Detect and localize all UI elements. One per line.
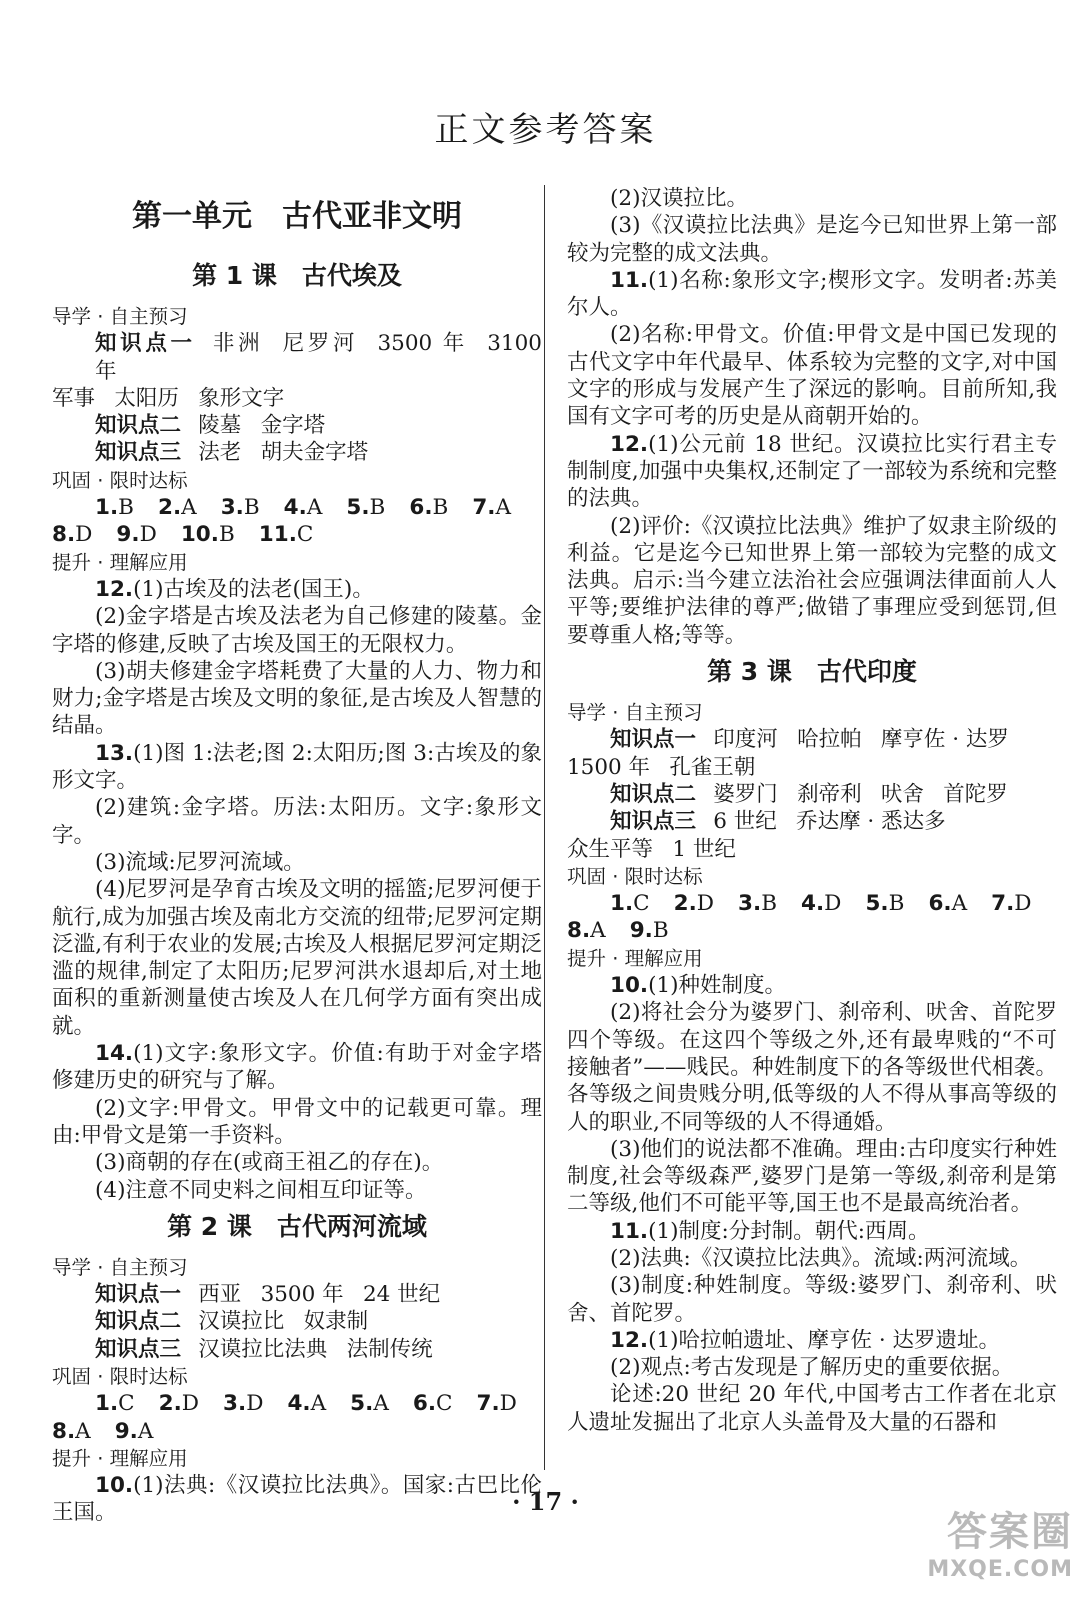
- mcq-answer: 4.A: [283, 495, 323, 521]
- section-consolidate: 巩固 · 限时达标: [52, 468, 188, 492]
- section-improve: 提升 · 理解应用: [567, 946, 703, 970]
- mcq-answer: 4.A: [287, 1391, 327, 1417]
- mcq-answer: 4.D: [801, 891, 842, 917]
- lesson-2-title: 第 2 课 古代两河流域: [167, 1211, 427, 1241]
- mcq-answer: 9.A: [114, 1418, 154, 1444]
- section-improve: 提升 · 理解应用: [52, 1446, 188, 1470]
- mcq-answer: 2.A: [157, 495, 197, 521]
- column-divider: [544, 185, 545, 1470]
- kp-item: 法老: [198, 440, 242, 466]
- mcq-answer: 9.D: [116, 522, 157, 548]
- watermark-url: MXQE.COM: [927, 1557, 1073, 1582]
- kp-item: 军事: [52, 385, 96, 411]
- mcq-answer: 5.B: [865, 891, 905, 917]
- kp-label: 知识点三: [610, 809, 697, 835]
- knowledge-point-2: [52, 1308, 542, 1335]
- mcq-answer: 8.A: [567, 918, 606, 944]
- kp-label: 知识点一: [95, 1282, 182, 1308]
- page-title: 正文参考答案: [434, 110, 657, 150]
- kp-label: 知识点三: [95, 1336, 182, 1362]
- answer-text: 论述:20 世纪 20 年代,中国考古工作者在北京人遗址发掘出了北京人头盖骨及大量的石器和: [567, 1382, 1057, 1435]
- kp-item: 奴隶制: [303, 1309, 369, 1335]
- mcq-answers-row-2: [567, 917, 1057, 944]
- kp-item: 汉谟拉比: [198, 1309, 285, 1335]
- mcq-answer: 8.A: [52, 1418, 91, 1444]
- kp-item: 哈拉帕: [797, 727, 862, 753]
- kp-item: 乔达摩 · 悉达多: [796, 809, 946, 835]
- answer-text: (2)文字:甲骨文。甲骨文中的记载更可靠。理由:甲骨文是第一手资料。: [52, 1095, 542, 1148]
- knowledge-point-1: [52, 330, 542, 385]
- section-consolidate: 巩固 · 限时达标: [567, 864, 703, 888]
- knowledge-point-1-cont: [567, 754, 1057, 781]
- kp-item: 首陀罗: [943, 781, 1008, 807]
- kp-item: 尼罗河: [282, 331, 359, 357]
- mcq-answer: 1.C: [95, 1391, 135, 1417]
- mcq-answer: 7.D: [991, 891, 1032, 917]
- kp-item: 刹帝利: [797, 781, 862, 807]
- mcq-answer: 3.B: [738, 891, 777, 917]
- knowledge-point-2: [52, 412, 542, 439]
- kp-label: 知识点二: [95, 1309, 182, 1335]
- kp-item: 摩亨佐 · 达罗: [880, 727, 1009, 753]
- answer-text: 12.(1)古埃及的法老(国王)。: [95, 576, 374, 602]
- mcq-answer: 5.A: [350, 1391, 389, 1417]
- mcq-answer: 1.B: [95, 495, 134, 521]
- mcq-answer: 7.D: [476, 1391, 517, 1417]
- mcq-answer: 6.A: [928, 891, 968, 917]
- mcq-answer: 1.C: [610, 891, 650, 917]
- answer-text: 10.(1)种姓制度。: [610, 973, 787, 999]
- section-guide: 导学 · 自主预习: [52, 1255, 188, 1279]
- kp-item: 3500 年: [260, 1282, 344, 1308]
- answer-text: (3)流域:尼罗河流域。: [95, 849, 305, 875]
- watermark-logo: [883, 1508, 1073, 1588]
- answer-text: (2)法典:《汉谟拉比法典》。流域:两河流域。: [610, 1245, 1032, 1271]
- unit-title: 第一单元 古代亚非文明: [132, 199, 462, 234]
- answer-text: (2)金字塔是古埃及法老为自己修建的陵墓。金字塔的修建,反映了古埃及国王的无限权力。: [52, 604, 542, 657]
- answer-text: (2)建筑:金字塔。历法:太阳历。文字:象形文字。: [52, 795, 542, 848]
- mcq-answer: 3.B: [220, 495, 260, 521]
- answer-text: 10.(1)法典:《汉谟拉比法典》。国家:古巴比伦王国。: [52, 1473, 542, 1526]
- kp-item: 孔雀王朝: [669, 754, 756, 780]
- mcq-answer: 6.B: [409, 495, 449, 521]
- lesson-1-title: 第 1 课 古代埃及: [192, 261, 402, 290]
- mcq-answer: 2.D: [673, 891, 715, 917]
- knowledge-point-3: [52, 1336, 542, 1363]
- kp-item: 6 世纪: [713, 809, 777, 835]
- kp-item: 太阳历: [114, 385, 179, 411]
- kp-item: 吠舍: [880, 781, 924, 807]
- mcq-answers-row-2: [52, 1418, 542, 1445]
- answer-text: 11.(1)名称:象形文字;楔形文字。发明者:苏美尔人。: [567, 267, 1057, 321]
- kp-item: 24 世纪: [362, 1282, 441, 1308]
- kp-item: 婆罗门: [713, 781, 778, 807]
- knowledge-point-3: [567, 808, 1057, 835]
- kp-item: 西亚: [198, 1282, 242, 1308]
- answer-text: (3)《汉谟拉比法典》是迄今已知世界上第一部较为完整的成文法典。: [567, 213, 1057, 266]
- mcq-answer: 2.D: [158, 1391, 200, 1417]
- mcq-answers-row-2: [52, 521, 542, 548]
- knowledge-point-3-cont: [567, 836, 1057, 863]
- answer-text: (2)名称:甲骨文。价值:甲骨文是中国已发现的古代文字中年代最早、体系较为完整的文字,对中国文字的形成与发展产生了深远的影响。目前所知,我国有文字可考的历史是从商朝开始的。: [567, 322, 1057, 430]
- answer-text: (3)商朝的存在(或商王祖乙的存在)。: [95, 1150, 444, 1176]
- kp-item: 1 世纪: [672, 836, 736, 862]
- kp-item: 3500 年: [377, 331, 468, 357]
- knowledge-point-3: [52, 439, 542, 466]
- lesson-3-title: 第 3 课 古代印度: [707, 657, 917, 687]
- knowledge-point-1: [567, 726, 1057, 753]
- mcq-answer: 10.B: [180, 522, 235, 548]
- kp-item: 非洲: [212, 331, 264, 357]
- answer-text: (4)尼罗河是孕育古埃及文明的摇篮;尼罗河便于航行,成为加强古埃及南北方交流的纽带;尼罗河定期泛滥,有利于农业的发展;古埃及人根据尼罗河定期泛滥的规律,制定了太阳历;尼罗河洪水退却后,对土地面积的重新测量使古埃及人在几何学方面有突出成就。: [52, 877, 542, 1039]
- kp-item: 汉谟拉比法典: [198, 1336, 328, 1362]
- kp-item: 象形文字: [198, 385, 285, 411]
- answer-text: 13.(1)图 1:法老;图 2:太阳历;图 3:古埃及的象形文字。: [52, 740, 542, 794]
- kp-item: 胡夫金字塔: [260, 440, 369, 466]
- answer-text: (2)评价:《汉谟拉比法典》维护了奴隶主阶级的利益。它是迄今已知世界上第一部较为完整的成文法典。启示:当今建立法治社会应强调法律面前人人平等;要维护法律的尊严;做错了事理应受到惩罚,但要尊重人格;等等。: [567, 513, 1057, 648]
- kp-item: 法制传统: [346, 1336, 433, 1362]
- kp-item: 众生平等: [567, 836, 654, 862]
- watermark-text: 答案圈: [947, 1509, 1073, 1555]
- mcq-answers-row-1: [52, 1390, 542, 1417]
- section-guide: 导学 · 自主预习: [52, 305, 188, 328]
- kp-label: 知识点一: [610, 727, 697, 753]
- answer-text: 12.(1)哈拉帕遗址、摩亨佐 · 达罗遗址。: [610, 1327, 1001, 1353]
- answer-text: (4)注意不同史料之间相互印证等。: [95, 1177, 427, 1203]
- answer-text: 11.(1)制度:分封制。朝代:西周。: [610, 1218, 930, 1244]
- answer-text: 14.(1)文字:象形文字。价值:有助于对金字塔修建历史的研究与了解。: [52, 1041, 542, 1094]
- kp-item: 1500 年: [567, 754, 651, 780]
- knowledge-point-1-cont: [52, 385, 542, 412]
- page-number: · 17 ·: [512, 1487, 579, 1516]
- section-improve: 提升 · 理解应用: [52, 550, 188, 574]
- mcq-answer: 6.C: [412, 1391, 453, 1417]
- knowledge-point-1: [52, 1281, 542, 1308]
- section-consolidate: 巩固 · 限时达标: [52, 1364, 188, 1388]
- kp-item: 陵墓: [198, 413, 242, 439]
- kp-label: 知识点三: [95, 440, 182, 466]
- mcq-answer: 11.C: [258, 522, 314, 548]
- answer-text: (2)将社会分为婆罗门、刹帝利、吠舍、首陀罗四个等级。在这四个等级之外,还有最卑贱的“不可接触者”——贱民。种姓制度下的各等级世代相袭。各等级之间贵贱分明,低等级的人不得从事高等级的人的职业,不同等级的人不得通婚。: [567, 1000, 1057, 1135]
- mcq-answer: 7.A: [472, 495, 512, 521]
- right-column: [567, 185, 1057, 1436]
- answer-text: (3)他们的说法都不准确。理由:古印度实行种姓制度,社会等级森严,婆罗门是第一等级,刹帝利是第二等级,他们不可能平等,国王也不是最高统治者。: [567, 1136, 1057, 1217]
- mcq-answer: 9.B: [629, 918, 669, 944]
- knowledge-point-2: [567, 781, 1057, 808]
- mcq-answer: 3.D: [223, 1391, 264, 1417]
- section-guide: 导学 · 自主预习: [567, 701, 703, 725]
- answer-text: (3)胡夫修建金字塔耗费了大量的人力、物力和财力;金字塔是古埃及文明的象征,是古埃及人智慧的结晶。: [52, 658, 542, 739]
- mcq-answer: 5.B: [346, 495, 386, 521]
- kp-item: 金字塔: [260, 413, 326, 439]
- answer-text: (2)汉谟拉比。: [610, 186, 748, 211]
- left-column: [52, 185, 542, 1527]
- answer-text: 12.(1)公元前 18 世纪。汉谟拉比实行君主专制制度,加强中央集权,还制定了一部较为系统和完整的法典。: [567, 431, 1057, 512]
- mcq-answer: 8.D: [52, 522, 93, 548]
- kp-label: 知识点二: [610, 781, 697, 807]
- kp-label: 知识点一: [95, 331, 196, 357]
- answer-text: (3)制度:种姓制度。等级:婆罗门、刹帝利、吠舍、首陀罗。: [567, 1273, 1057, 1326]
- mcq-answers-row-1: [567, 890, 1057, 917]
- kp-item: 3100 年: [95, 331, 542, 384]
- mcq-answers-row-1: [52, 494, 542, 521]
- answer-text: (2)观点:考古发现是了解历史的重要依据。: [610, 1355, 1014, 1381]
- kp-label: 知识点二: [95, 413, 182, 439]
- kp-item: 印度河: [713, 727, 778, 753]
